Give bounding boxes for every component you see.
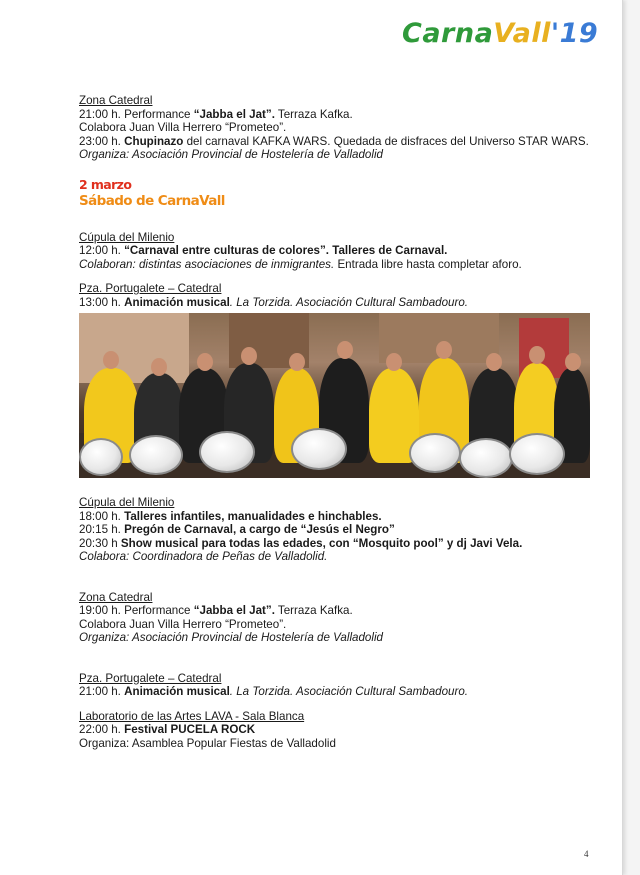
venue-heading: Zona Catedral (79, 94, 153, 107)
event-line: 21:00 h. Animación musical. La Torzida. Asociación Cultural Sambadouro. (79, 685, 469, 698)
event-line: 22:00 h. Festival PUCELA ROCK (79, 723, 256, 736)
group-photo (79, 313, 590, 478)
venue-heading: Pza. Portugalete – Catedral (79, 282, 222, 295)
venue-heading: Zona Catedral (79, 590, 153, 604)
event-line: 13:00 h. Animación musical. La Torzida. Asociación Cultural Sambadouro. (79, 295, 469, 309)
organizer-line: Organiza: Asamblea Popular Fiestas de Valladolid (79, 736, 336, 750)
section-portugalete-2 (79, 672, 591, 699)
collaborator-line: Colabora Juan Villa Herrero “Prometeo”. (79, 617, 287, 631)
event-line: 20:30 h Show musical para todas las edades, con “Mosquito pool” y dj Javi Vela. (79, 536, 523, 550)
venue-heading: Cúpula del Milenio (79, 496, 175, 509)
event-line: 21:00 h. Performance “Jabba el Jat”. Terraza Kafka. (79, 107, 353, 121)
event-line: 23:00 h. Chupinazo del carnaval KAFKA WARS. Quedada de disfraces del Universo STAR WARS. (79, 134, 589, 148)
program-content (79, 94, 591, 750)
collaborator-line: Colaboran: distintas asociaciones de inmigrantes. Entrada libre hasta completar aforo. (79, 257, 522, 271)
section-zona-catedral-2 (79, 591, 591, 645)
venue-heading: Pza. Portugalete – Catedral (79, 671, 222, 685)
collaborator-line: Colabora: Coordinadora de Peñas de Valladolid. (79, 550, 328, 563)
event-line: 20:15 h. Pregón de Carnaval, a cargo de “Jesús el Negro” (79, 523, 395, 536)
section-cupula-milenio-2 (79, 496, 591, 564)
section-portugalete-1 (79, 282, 591, 309)
page-number: 4 (584, 849, 589, 859)
event-line: 18:00 h. Talleres infantiles, manualidades e hinchables. (79, 509, 382, 523)
logo-part-3: '19 (550, 18, 599, 49)
organizer-line: Organiza: Asociación Provincial de Hostelería de Valladolid (79, 631, 383, 644)
venue-heading: Laboratorio de las Artes LAVA - Sala Blanca (79, 709, 305, 723)
section-cupula-milenio-1 (79, 231, 591, 272)
section-lava (79, 710, 591, 751)
carnavall-logo (402, 18, 599, 58)
section-zona-catedral-1 (79, 94, 591, 162)
day-date: 2 marzo (79, 176, 132, 192)
organizer-line: Organiza: Asociación Provincial de Hostelería de Valladolid (79, 148, 383, 161)
collaborator-line: Colabora Juan Villa Herrero “Prometeo”. (79, 121, 287, 134)
logo-part-2: Vall (493, 18, 551, 49)
event-line: 19:00 h. Performance “Jabba el Jat”. Terraza Kafka. (79, 604, 353, 617)
venue-heading: Cúpula del Milenio (79, 230, 175, 244)
event-line: 12:00 h. “Carnaval entre culturas de colores”. Talleres de Carnaval. (79, 244, 448, 257)
day-title: Sábado de CarnaVall (79, 192, 225, 209)
logo-part-1: Carna (402, 18, 494, 49)
